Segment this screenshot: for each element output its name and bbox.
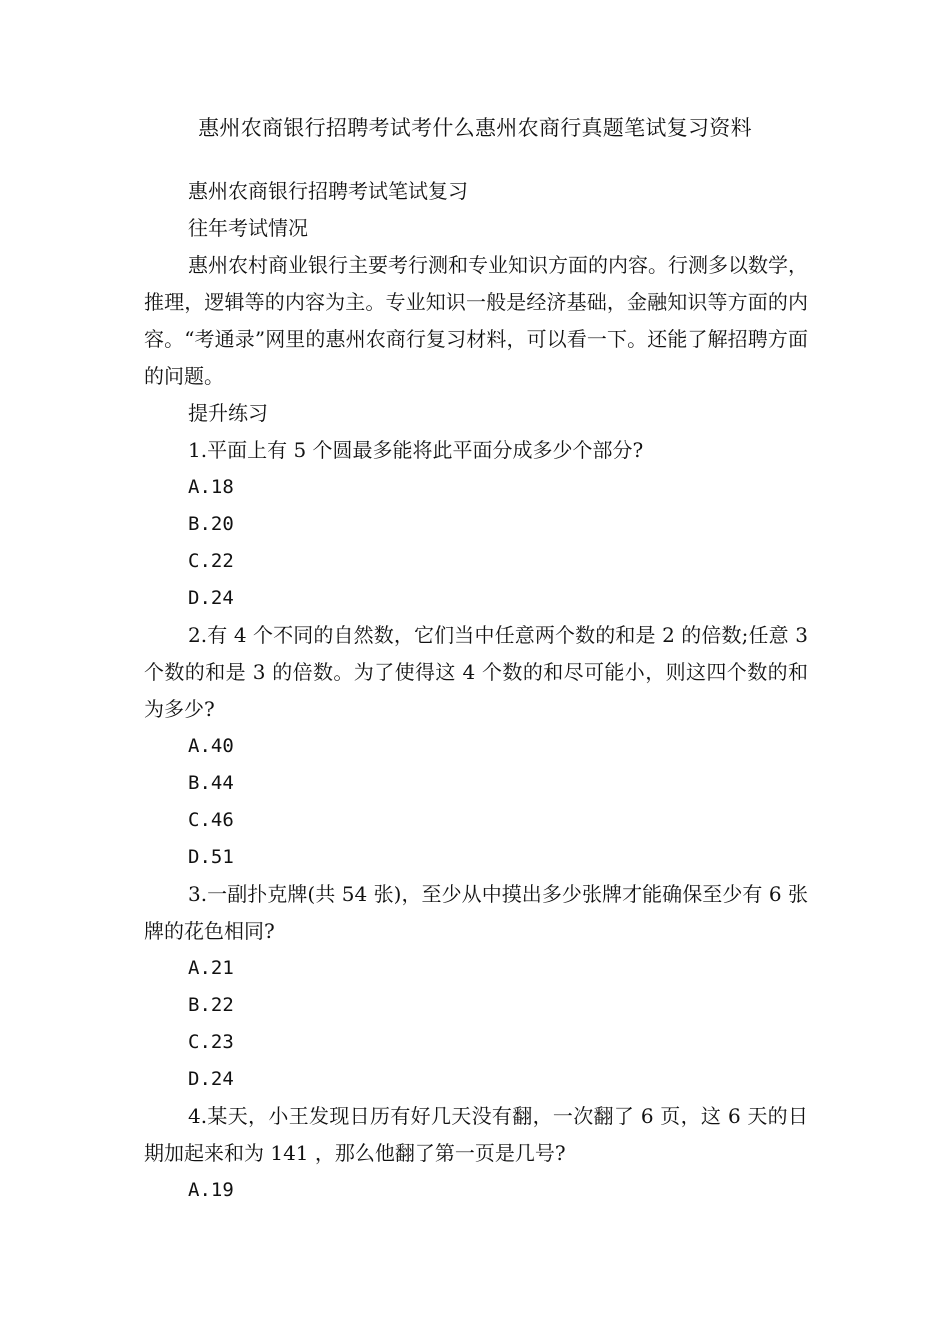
question-2-option-b: B.44 (188, 772, 234, 794)
document-title: 惠州农商银行招聘考试考什么惠州农商行真题笔试复习资料 (198, 116, 752, 140)
question-1: 1.平面上有 5 个圆最多能将此平面分成多少个部分? (188, 438, 644, 462)
question-3-option-d: D.24 (188, 1068, 234, 1090)
question-2-option-d: D.51 (188, 846, 234, 868)
subtitle: 惠州农商银行招聘考试笔试复习 (188, 179, 468, 203)
question-2: 2.有 4 个不同的自然数，它们当中任意两个数的和是 2 的倍数;任意 3 个数的和是 3 的倍数。为了使得这 4 个数的和尽可能小，则这四个数的和为多少? (144, 623, 808, 721)
question-4: 4.某天，小王发现日历有好几天没有翻，一次翻了 6 页，这 6 天的日期加起来和为 141 ，那么他翻了第一页是几号? (144, 1104, 808, 1165)
question-3-option-b: B.22 (188, 994, 234, 1016)
question-1-option-c: C.22 (188, 550, 234, 572)
question-3-option-a: A.21 (188, 957, 234, 979)
question-1-option-d: D.24 (188, 587, 234, 609)
question-1-option-a: A.18 (188, 476, 234, 498)
question-2-option-a: A.40 (188, 735, 234, 757)
question-3: 3.一副扑克牌(共 54 张)，至少从中摸出多少张牌才能确保至少有 6 张牌的花色相同? (144, 882, 808, 943)
question-2-option-c: C.46 (188, 809, 234, 831)
question-1-option-b: B.20 (188, 513, 234, 535)
question-4-option-a: A.19 (188, 1179, 234, 1201)
question-3-option-c: C.23 (188, 1031, 234, 1053)
intro-paragraph: 惠州农村商业银行主要考行测和专业知识方面的内容。行测多以数学，推理，逻辑等的内容为主。专业知识一般是经济基础，金融知识等方面的内容。“考通录”网里的惠州农商行复习材料，可以看一下。还能了解招聘方面的问题。 (144, 253, 808, 388)
section-heading-practice: 提升练习 (188, 401, 268, 425)
section-heading-past-exams: 往年考试情况 (188, 216, 308, 240)
document-body (144, 173, 808, 1209)
